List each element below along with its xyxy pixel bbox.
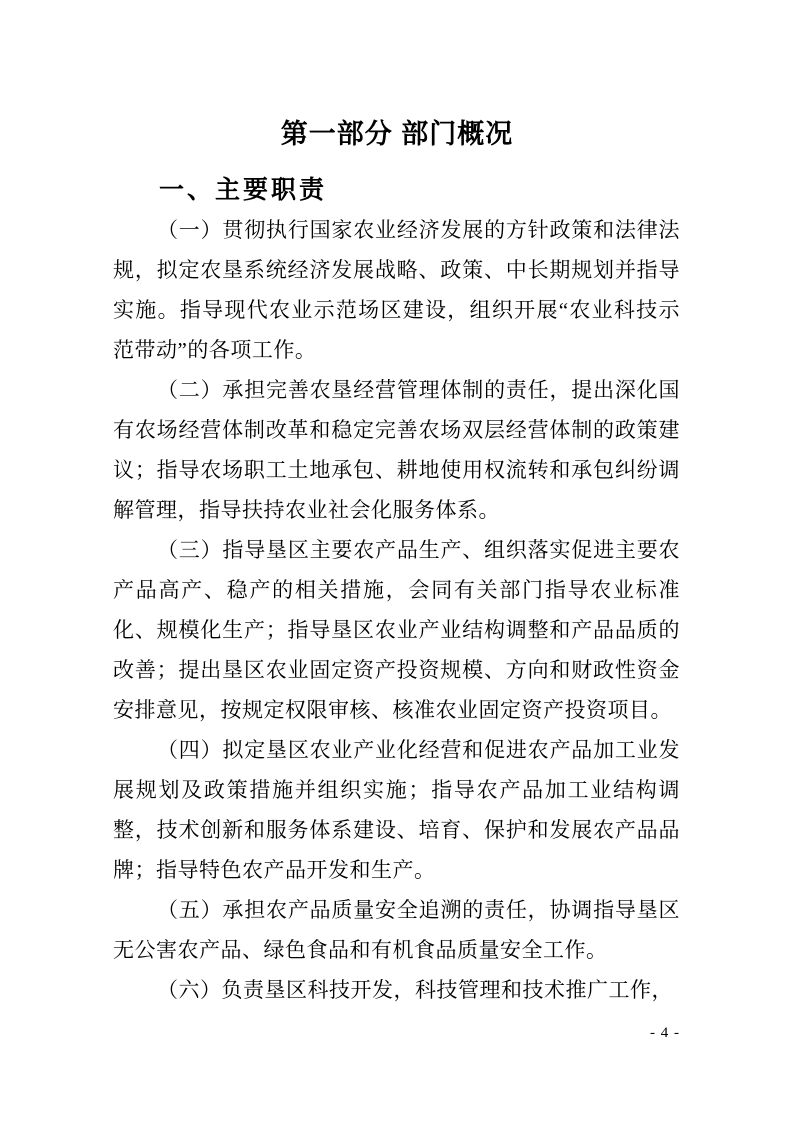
page-number: - 4 - [650, 1025, 680, 1041]
section-heading-main-duties: 一、主要职责 [159, 176, 328, 204]
document-body [113, 170, 680, 1010]
paragraph-duty-4: （四）拟定垦区农业产业化经营和促进农产品加工业发展规划及政策措施并组织实施；指导农产品加工业结构调整，技术创新和服务体系建设、培育、保护和发展农产品品牌；指导特色农产品开发和生产。 [113, 738, 680, 882]
paragraph-duty-1: （一）贯彻执行国家农业经济发展的方针政策和法律法规，拟定农垦系统经济发展战略、政策、中长期规划并指导实施。指导现代农业示范场区建设，组织开展“农业科技示范带动”的各项工作。 [113, 218, 680, 362]
paragraph-duty-2: （二）承担完善农垦经营管理体制的责任，提出深化国有农场经营体制改革和稳定完善农场双层经营体制的政策建议；指导农场职工土地承包、耕地使用权流转和承包纠纷调解管理，指导扶持农业社会化服务体系。 [113, 378, 680, 522]
paragraph-duty-5: （五）承担农产品质量安全追溯的责任，协调指导垦区无公害农产品、绿色食品和有机食品质量安全工作。 [113, 898, 680, 962]
document-title: 第一部分 部门概况 [280, 119, 514, 150]
paragraph-duty-3: （三）指导垦区主要农产品生产、组织落实促进主要农产品高产、稳产的相关措施，会同有关部门指导农业标准化、规模化生产；指导垦区农业产业结构调整和产品品质的改善；提出垦区农业固定资产投资规模、方向和财政性资金安排意见，按规定权限审核、核准农业固定资产投资项目。 [113, 538, 680, 722]
paragraph-duty-6: （六）负责垦区科技开发，科技管理和技术推广工作， [157, 978, 673, 1002]
